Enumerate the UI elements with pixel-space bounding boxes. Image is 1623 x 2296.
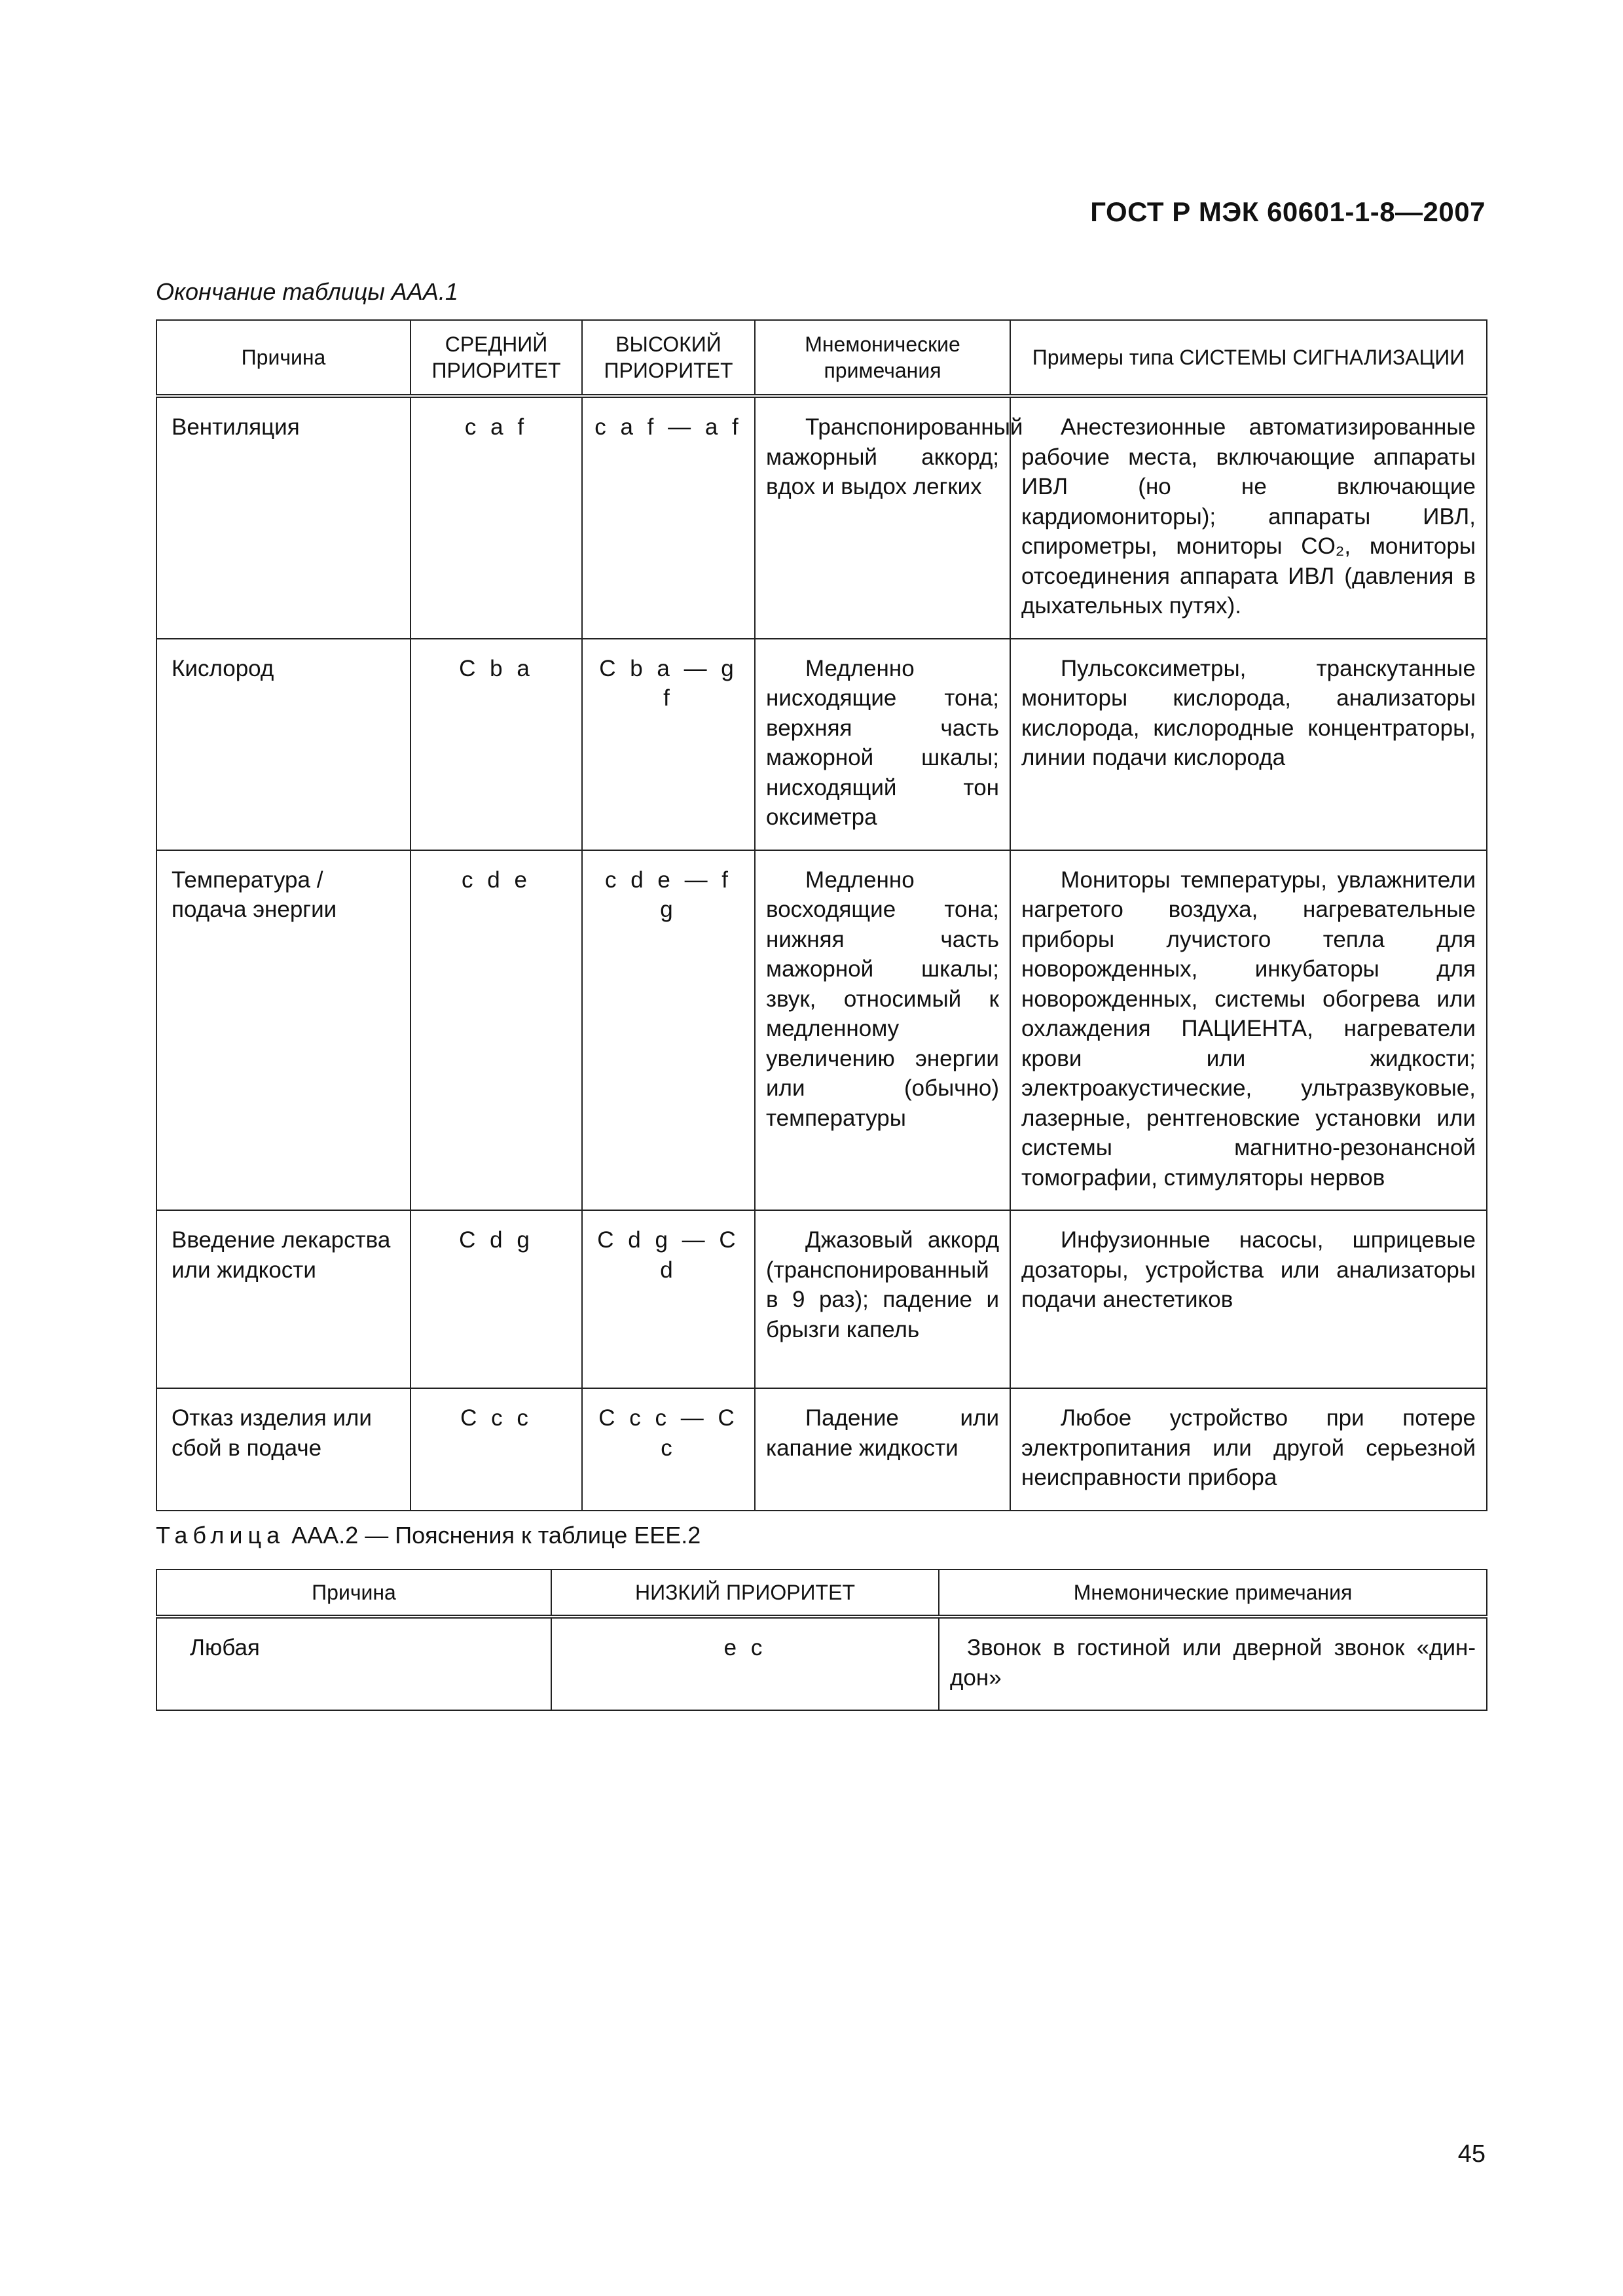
table2-header-cause: Причина xyxy=(156,1570,551,1617)
examples-cell: Анестезионные автоматизированные рабочие места, включающие аппараты ИВЛ (но не включающие кардиомониторы); аппараты ИВЛ, спирометры, мониторы CO₂, мониторы отсоединения аппарата ИВЛ (давления в дыхательных путях). xyxy=(1010,396,1487,639)
table-row xyxy=(156,850,1487,1211)
cause-cell: Введение лекарства или жидкости xyxy=(156,1210,410,1388)
cause-cell: Отказ изделия или сбой в подаче xyxy=(156,1388,410,1511)
mnemonic-cell: Джазовый аккорд (транспонированный в 9 раз); падение и брызги капель xyxy=(755,1210,1010,1388)
examples-cell: Любое устройство при потере электропитания или другой серьезной неисправности прибора xyxy=(1010,1388,1487,1511)
table-row xyxy=(156,1210,1487,1388)
mnemonic-cell: Звонок в гостиной или дверной звонок «дин-дон» xyxy=(939,1617,1487,1710)
table2-caption-prefix: Таблица xyxy=(156,1522,285,1549)
medium-priority-cell: c a f xyxy=(410,396,582,639)
high-priority-cell: C c c — C c xyxy=(582,1388,755,1511)
low-priority-cell: e c xyxy=(551,1617,939,1710)
table2-header-mnemonic: Мнемонические примечания xyxy=(939,1570,1487,1617)
medium-priority-cell: c d e xyxy=(410,850,582,1211)
table-row xyxy=(156,1617,1487,1710)
page-number: 45 xyxy=(1457,2140,1486,2168)
alarm-priority-table xyxy=(156,319,1487,1511)
table-row xyxy=(156,639,1487,850)
document-header: ГОСТ Р МЭК 60601-1-8—2007 xyxy=(1090,196,1486,227)
table1-header-examples: Примеры типа СИСТЕМЫ СИГНАЛИЗАЦИИ xyxy=(1010,320,1487,396)
table2-caption xyxy=(156,1522,701,1549)
mnemonic-cell: Транспонированный мажорный аккорд; вдох и выдох легких xyxy=(755,396,1010,639)
high-priority-cell: c d e — f g xyxy=(582,850,755,1211)
mnemonic-cell: Медленно восходящие тона; нижняя часть мажорной шкалы; звук, относимый к медленному увеличению энергии или (обычно) температуры xyxy=(755,850,1010,1211)
table2-header-row xyxy=(156,1570,1487,1617)
cause-cell: Любая xyxy=(156,1617,551,1710)
high-priority-cell: c a f — a f xyxy=(582,396,755,639)
examples-cell: Пульсоксиметры, транскутанные мониторы кислорода, анализаторы кислорода, кислородные концентраторы, линии подачи кислорода xyxy=(1010,639,1487,850)
mnemonic-cell: Медленно нисходящие тона; верхняя часть мажорной шкалы; нисходящий тон оксиметра xyxy=(755,639,1010,850)
table-row xyxy=(156,396,1487,639)
table1-header-medium: СРЕДНИЙ ПРИОРИТЕТ xyxy=(410,320,582,396)
table1-caption: Окончание таблицы ААА.1 xyxy=(156,278,458,305)
cause-cell: Кислород xyxy=(156,639,410,850)
medium-priority-cell: C b a xyxy=(410,639,582,850)
medium-priority-cell: C c c xyxy=(410,1388,582,1511)
high-priority-cell: C b a — g f xyxy=(582,639,755,850)
table1-header-cause: Причина xyxy=(156,320,410,396)
table1-header-mnemonic: Мнемонические примечания xyxy=(755,320,1010,396)
table2-header-low: НИЗКИЙ ПРИОРИТЕТ xyxy=(551,1570,939,1617)
low-priority-table xyxy=(156,1569,1487,1711)
table2-caption-text: ААА.2 — Пояснения к таблице ЕЕЕ.2 xyxy=(285,1522,701,1549)
high-priority-cell: C d g — C d xyxy=(582,1210,755,1388)
table1-header-high: ВЫСОКИЙ ПРИОРИТЕТ xyxy=(582,320,755,396)
examples-cell: Инфузионные насосы, шприцевые дозаторы, устройства или анализаторы подачи анестетиков xyxy=(1010,1210,1487,1388)
cause-cell: Температура / подача энергии xyxy=(156,850,410,1211)
cause-cell: Вентиляция xyxy=(156,396,410,639)
table1-header-row xyxy=(156,320,1487,396)
examples-cell: Мониторы температуры, увлажнители нагретого воздуха, нагревательные приборы лучистого тепла для новорожденных, инкубаторы для новорожденных, системы обогрева или охлаждения ПАЦИЕНТА, нагреватели крови или жидкости; электроакустические, ультразвуковые, лазерные, рентгеновские установки или системы магнитно-резонансной томографии, стимуляторы нервов xyxy=(1010,850,1487,1211)
mnemonic-cell: Падение или капание жидкости xyxy=(755,1388,1010,1511)
table-row xyxy=(156,1388,1487,1511)
medium-priority-cell: C d g xyxy=(410,1210,582,1388)
